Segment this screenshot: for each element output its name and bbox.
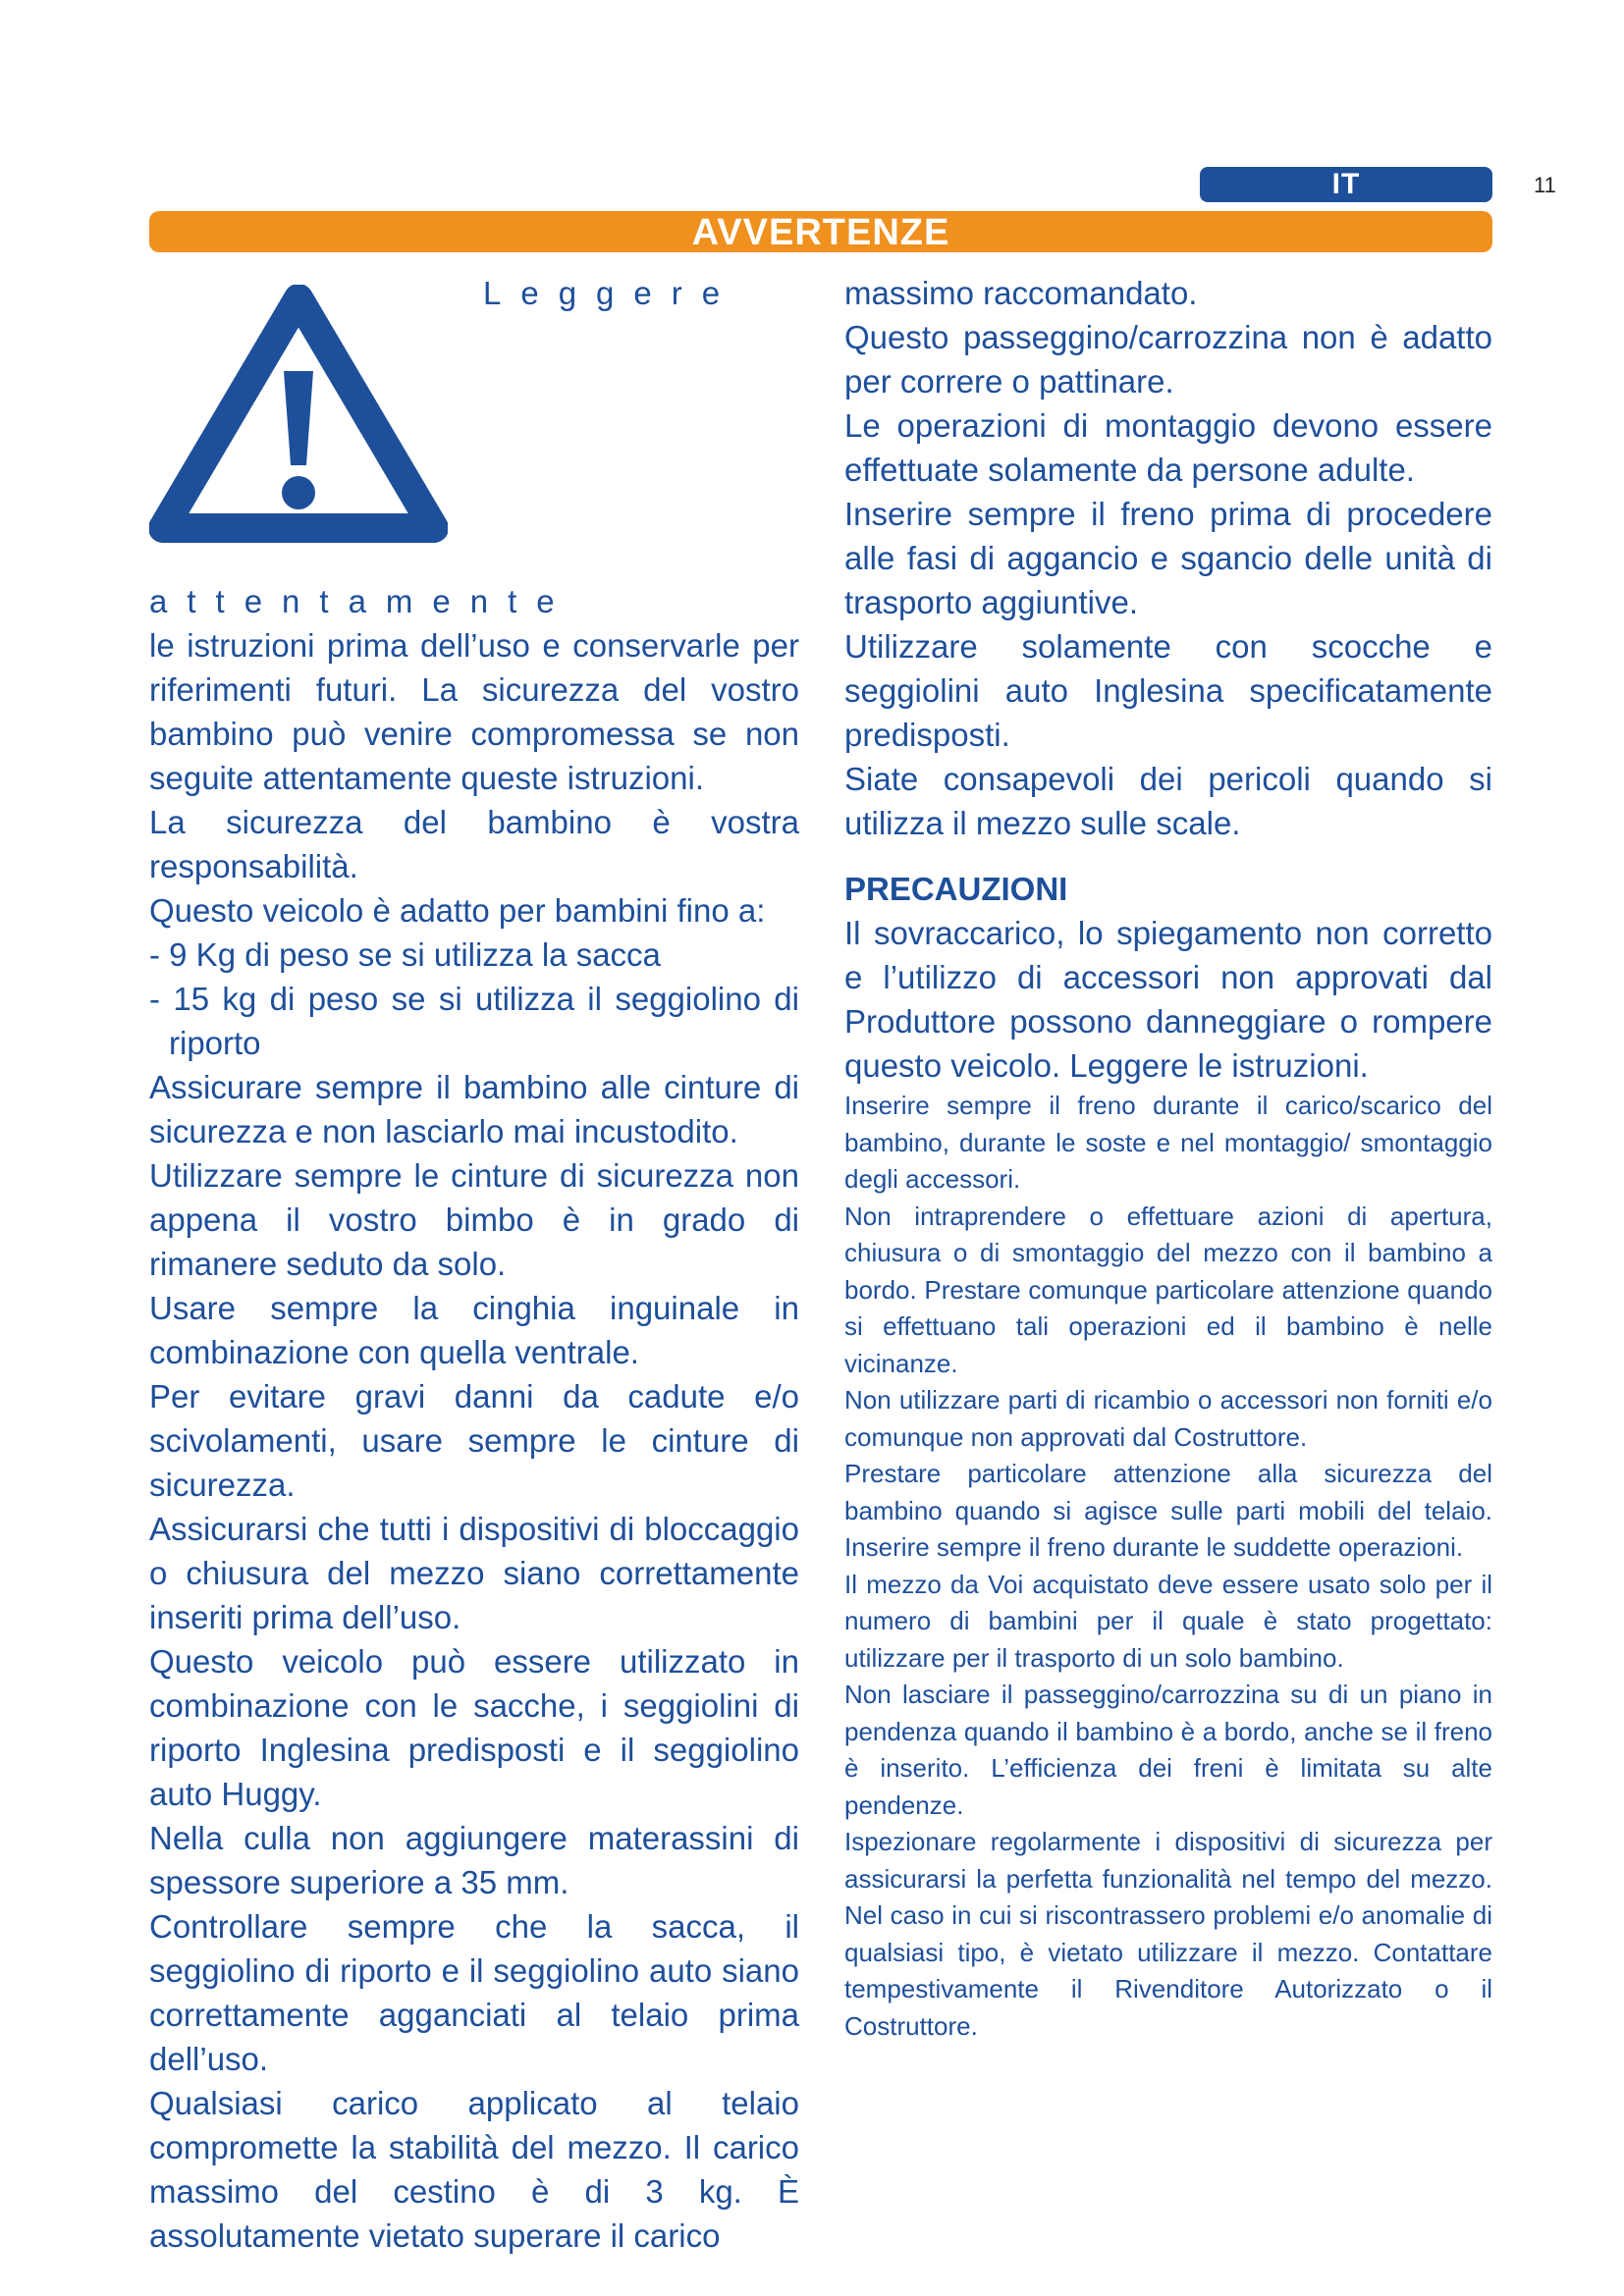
paragraph: Nella culla non aggiungere materassini di spessore superiore a 35 mm. — [149, 1820, 799, 1900]
paragraph: Utilizzare sempre le cinture di sicurezza non appena il vostro bimbo è in grado di rimanere seduto da solo. — [149, 1157, 799, 1282]
paragraph: massimo raccomandato. — [844, 275, 1198, 311]
paragraph: Inserire sempre il freno prima di procedere alle fasi di aggancio e sgancio delle unità di trasporto aggiuntive. — [844, 496, 1492, 620]
precautions-heading: PRECAUZIONI — [844, 871, 1068, 907]
paragraph: Controllare sempre che la sacca, il seggiolino di riporto e il seggiolino auto siano correttamente agganciati al telaio prima dell’uso. — [149, 1908, 799, 2077]
paragraph: Questo veicolo può essere utilizzato in combinazione con le sacche, i seggiolini di riporto Inglesina predisposti e il seggiolino auto Huggy. — [149, 1643, 799, 1812]
paragraph: Assicurarsi che tutti i dispositivi di bloccaggio o chiusura del mezzo siano correttamente inseriti prima dell’uso. — [149, 1511, 799, 1635]
page-number: 11 — [1534, 173, 1556, 197]
right-column — [844, 271, 1492, 2045]
intro-spaced-line-1: Leggere — [483, 275, 740, 311]
paragraph: Usare sempre la cinghia inguinale in combinazione con quella ventrale. — [149, 1290, 799, 1370]
precaution-item: Non lasciare il passeggino/carrozzina su di un piano in pendenza quando il bambino è a bordo, anche se il freno è inserito. L’efficienza dei freni è limitata su alte pendenze. — [844, 1680, 1492, 1820]
paragraph: Per evitare gravi danni da cadute e/o scivolamenti, usare sempre le cinture di sicurezza. — [149, 1378, 799, 1503]
list-item: - 15 kg di peso se si utilizza il seggiolino di riporto — [149, 981, 799, 1061]
precautions-intro: Il sovraccarico, lo spiegamento non corretto e l’utilizzo di accessori non approvati dal Produttore possono danneggiare o rompere questo veicolo. Leggere le istruzioni. — [844, 915, 1492, 1084]
paragraph: Utilizzare solamente con scocche e seggiolini auto Inglesina specificatamente predisposti. — [844, 628, 1492, 753]
paragraph: Questo passeggino/carrozzina non è adatto per correre o pattinare. — [844, 319, 1492, 400]
precaution-item: Prestare particolare attenzione alla sicurezza del bambino quando si agisce sulle parti mobili del telaio. Inserire sempre il freno durante le suddette operazioni. — [844, 1459, 1492, 1562]
intro-spaced-line-2: attentamente — [149, 583, 574, 619]
paragraph: Le operazioni di montaggio devono essere effettuate solamente da persone adulte. — [844, 407, 1492, 488]
section-title: AVVERTENZE — [149, 211, 1492, 252]
paragraph: La sicurezza del bambino è vostra responsabilità. — [149, 804, 799, 884]
precaution-item: Ispezionare regolarmente i dispositivi di sicurezza per assicurarsi la perfetta funzionalità nel tempo del mezzo. Nel caso in cui si riscontrassero problemi e/o anomalie di qualsiasi tipo, è vietato utilizzare il mezzo. Contattare tempestivamente il Rivenditore Autorizzato o il Costruttore. — [844, 1827, 1492, 2041]
paragraph: Siate consapevoli dei pericoli quando si utilizza il mezzo sulle scale. — [844, 761, 1492, 841]
language-tab: IT — [1200, 167, 1492, 202]
list-item: - 9 Kg di peso se si utilizza la sacca — [149, 936, 661, 973]
precaution-item: Inserire sempre il freno durante il carico/scarico del bambino, durante le soste e nel montaggio/ smontaggio degli accessori. — [844, 1091, 1492, 1194]
warning-triangle-icon — [149, 285, 448, 571]
left-column — [149, 271, 799, 2258]
precaution-item: Non intraprendere o effettuare azioni di apertura, chiusura o di smontaggio del mezzo con il bambino a bordo. Prestare comunque particolare attenzione quando si effettuano tali operazioni ed il bambino è nelle vicinanze. — [844, 1201, 1492, 1378]
precaution-item: Il mezzo da Voi acquistato deve essere usato solo per il numero di bambini per il quale è stato progettato: utilizzare per il trasporto di un solo bambino. — [844, 1569, 1492, 1673]
precaution-item: Non utilizzare parti di ricambio o accessori non forniti e/o comunque non approvati dal Costruttore. — [844, 1385, 1492, 1452]
paragraph: Qualsiasi carico applicato al telaio compromette la stabilità del mezzo. Il carico massimo del cestino è di 3 kg. È assolutamente vietato superare il carico — [149, 2085, 799, 2254]
paragraph: Assicurare sempre il bambino alle cinture di sicurezza e non lasciarlo mai incustodito. — [149, 1069, 799, 1149]
intro-text: le istruzioni prima dell’uso e conservarle per riferimenti futuri. La sicurezza del vostro bambino può venire compromessa se non seguite attentamente queste istruzioni. — [149, 627, 799, 796]
paragraph: Questo veicolo è adatto per bambini fino a: — [149, 892, 766, 929]
